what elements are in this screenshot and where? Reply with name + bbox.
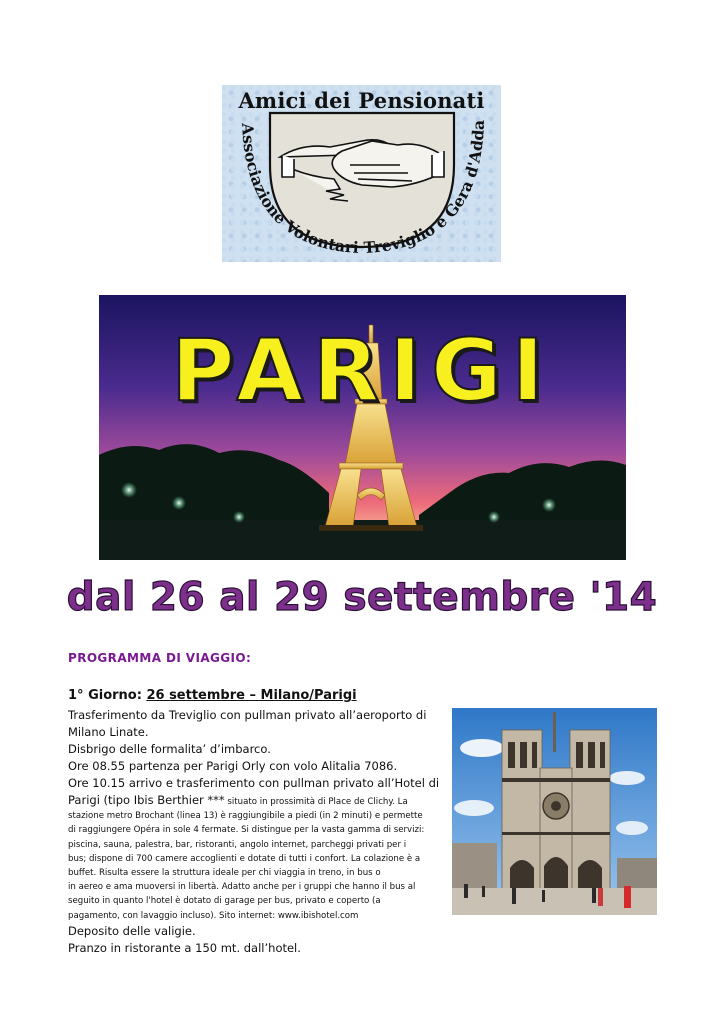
description-line: Milano Linate. [68, 725, 149, 739]
hotel-detail-line: in aereo e ama muoversi in libertà. Adatto anche per i gruppi che hanno il bus al [68, 882, 416, 893]
description-line: Trasferimento da Treviglio con pullman privato all’aeroporto di [68, 708, 427, 722]
banner-title: PARIGI [171, 321, 554, 421]
logo-title: Amici dei Pensionati [238, 88, 485, 113]
logo-arc-text: Associazione Volontari Treviglio e Gera d'Adda [238, 119, 489, 258]
description-line: Ore 10.15 arrivo e trasferimento con pullman privato all’Hotel di [68, 776, 440, 790]
trip-dates: dal 26 al 29 settembre '14 [66, 575, 658, 620]
paris-banner [99, 295, 626, 560]
hotel-detail-line: seguito in quanto l'hotel è dotato di garage per bus, privato e coperto (a [68, 896, 381, 907]
hotel-detail-line: piscina, sauna, palestra, bar, ristoranti, angolo internet, parcheggi privati per i [68, 839, 407, 850]
description-line: Pranzo in ristorante a 150 mt. dall’hotel. [68, 940, 301, 955]
day-1-title [68, 688, 357, 703]
hotel-detail-line: di raggiungere Opéra in sole 4 fermate. Si distingue per la vasta gamma di servizi: [68, 825, 425, 836]
description-line: Deposito delle valigie. [68, 923, 196, 938]
hotel-name: Parigi (tipo Ibis Berthier *** [68, 793, 225, 807]
notre-dame-photo [452, 708, 657, 915]
hotel-line [68, 792, 448, 809]
hotel-detail-line: pagamento, con lavaggio incluso). Sito internet: www.ibishotel.com [68, 910, 359, 921]
hotel-detail-line: bus; dispone di 700 camere accoglienti e dotate di tutti i confort. La colazione è a [68, 853, 421, 864]
program-heading: PROGRAMMA DI VIAGGIO: [68, 651, 252, 665]
day-1-description [68, 707, 448, 957]
hotel-location: situato in prossimità di Place de Clichy. La [224, 797, 408, 807]
day-1-prefix: 1° Giorno: [68, 688, 147, 703]
day-1-title-text: 26 settembre – Milano/Parigi [146, 688, 357, 703]
association-logo [222, 85, 501, 262]
hotel-detail-line: buffet. Risulta essere la struttura ideale per chi viaggia in treno, in bus o [68, 868, 381, 879]
description-line: Disbrigo delle formalita’ d’imbarco. [68, 742, 271, 756]
description-line: Ore 08.55 partenza per Parigi Orly con volo Alitalia 7086. [68, 759, 398, 773]
hotel-detail-line: stazione metro Brochant (linea 13) è raggiungibile a piedi (in 2 minuti) e permette [68, 811, 423, 822]
